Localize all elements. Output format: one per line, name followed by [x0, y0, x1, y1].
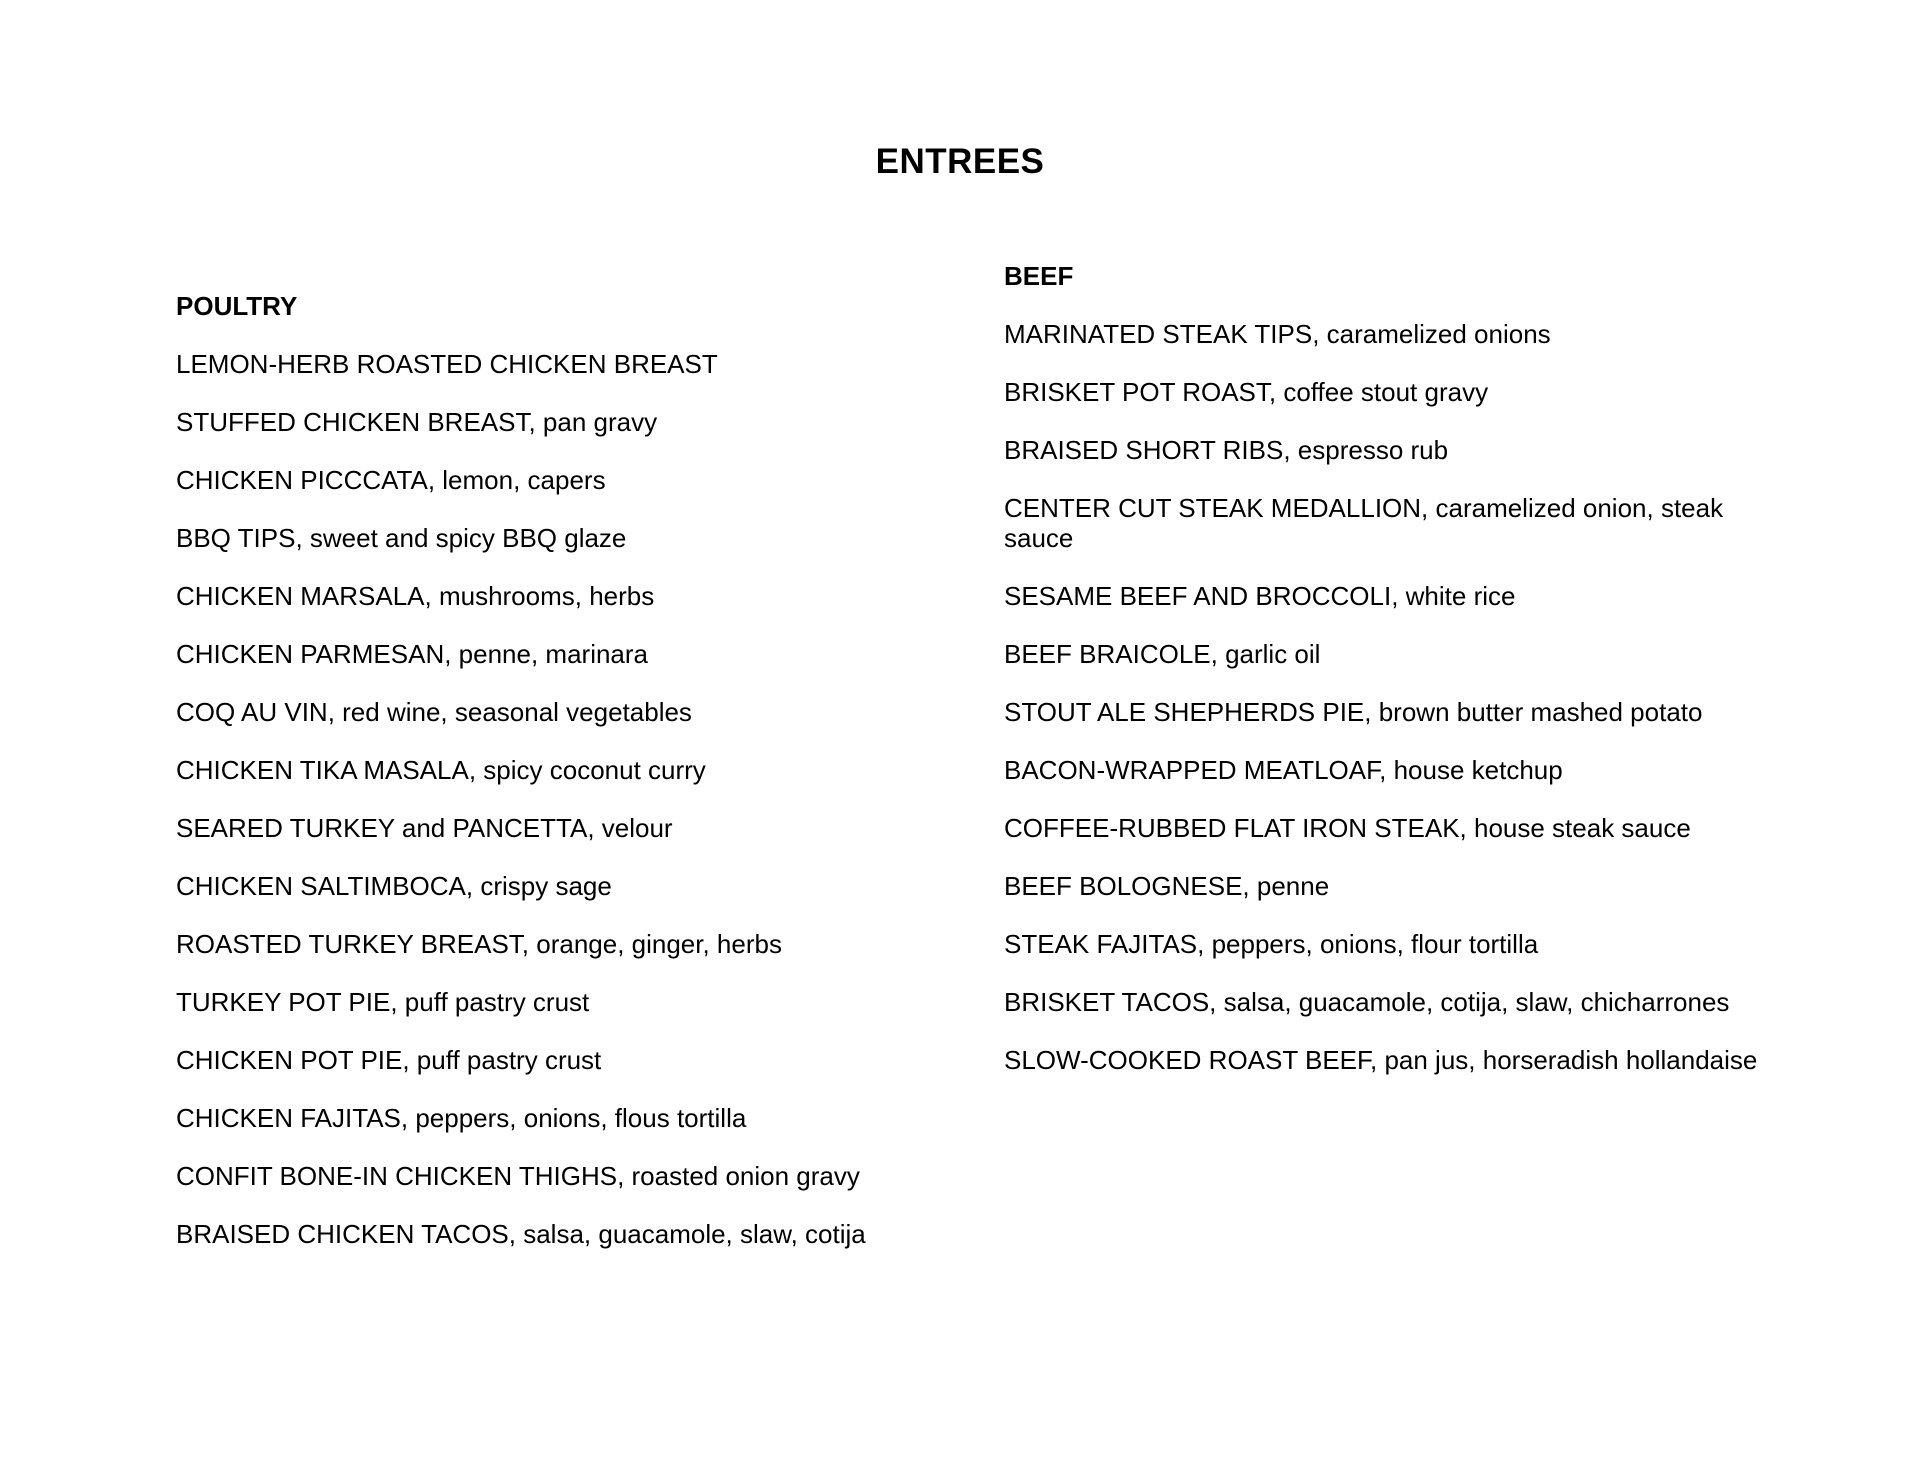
menu-item: BEEF BOLOGNESE, penne [1004, 871, 1330, 901]
menu-item: CENTER CUT STEAK MEDALLION, caramelized onion, steak sauce [1004, 493, 1724, 553]
beef-section [1004, 260, 1764, 1103]
menu-item: MARINATED STEAK TIPS, caramelized onions [1004, 319, 1551, 349]
menu-item: BRISKET POT ROAST, coffee stout gravy [1004, 377, 1489, 407]
menu-item: TURKEY POT PIE, puff pastry crust [176, 987, 590, 1017]
menu-item: SESAME BEEF AND BROCCOLI, white rice [1004, 581, 1516, 611]
menu-item: CHICKEN PICCCATA, lemon, capers [176, 465, 606, 495]
beef-heading: BEEF [1004, 261, 1074, 291]
menu-item: BBQ TIPS, sweet and spicy BBQ glaze [176, 523, 627, 553]
poultry-heading: POULTRY [176, 291, 298, 321]
menu-item: BRAISED CHICKEN TACOS, salsa, guacamole, slaw, cotija [176, 1219, 866, 1249]
menu-item: SEARED TURKEY and PANCETTA, velour [176, 813, 673, 843]
menu-item: BRISKET TACOS, salsa, guacamole, cotija, slaw, chicharrones [1004, 987, 1730, 1017]
menu-item: CHICKEN POT PIE, puff pastry crust [176, 1045, 602, 1075]
menu-item: CHICKEN FAJITAS, peppers, onions, flous tortilla [176, 1103, 747, 1133]
menu-item: STUFFED CHICKEN BREAST, pan gravy [176, 407, 658, 437]
menu-item: COQ AU VIN, red wine, seasonal vegetables [176, 697, 692, 727]
menu-item: ROASTED TURKEY BREAST, orange, ginger, herbs [176, 929, 782, 959]
menu-item: CHICKEN TIKA MASALA, spicy coconut curry [176, 755, 706, 785]
menu-item: SLOW-COOKED ROAST BEEF, pan jus, horseradish hollandaise [1004, 1045, 1758, 1075]
menu-item: BRAISED SHORT RIBS, espresso rub [1004, 435, 1449, 465]
page-title: ENTREES [875, 142, 1045, 181]
poultry-section [176, 290, 956, 1277]
menu-item: CHICKEN PARMESAN, penne, marinara [176, 639, 649, 669]
menu-item: CONFIT BONE-IN CHICKEN THIGHS, roasted onion gravy [176, 1161, 860, 1191]
menu-item: STEAK FAJITAS, peppers, onions, flour tortilla [1004, 929, 1539, 959]
menu-item: LEMON-HERB ROASTED CHICKEN BREAST [176, 349, 718, 379]
menu-item: CHICKEN SALTIMBOCA, crispy sage [176, 871, 612, 901]
menu-item: COFFEE-RUBBED FLAT IRON STEAK, house steak sauce [1004, 813, 1691, 843]
menu-item: BEEF BRAICOLE, garlic oil [1004, 639, 1321, 669]
menu-item: STOUT ALE SHEPHERDS PIE, brown butter mashed potato [1004, 697, 1703, 727]
menu-item: CHICKEN MARSALA, mushrooms, herbs [176, 581, 655, 611]
menu-item: BACON-WRAPPED MEATLOAF, house ketchup [1004, 755, 1563, 785]
